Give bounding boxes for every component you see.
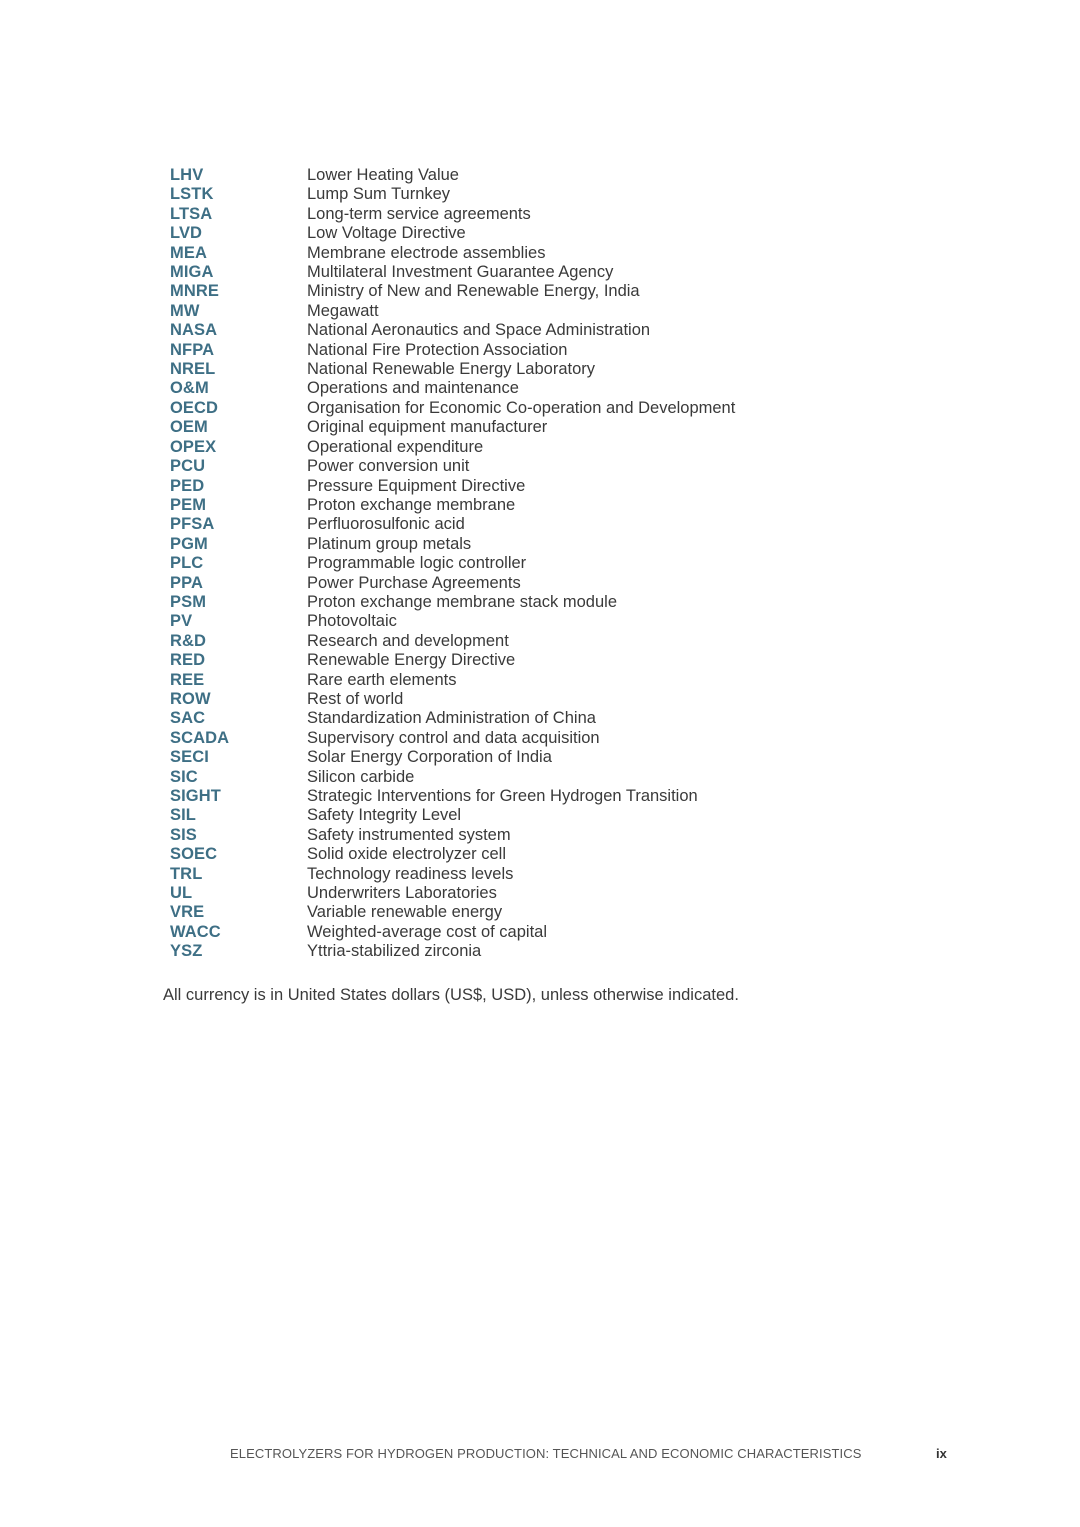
abbreviation-term: ROW	[170, 689, 211, 708]
abbreviation-term: PPA	[170, 573, 204, 592]
abbreviation-row	[170, 205, 870, 224]
abbreviation-definition: Strategic Interventions for Green Hydrogen Transition	[307, 787, 698, 805]
abbreviation-definition: Programmable logic controller	[307, 554, 527, 573]
abbreviation-definition: Lump Sum Turnkey	[307, 185, 451, 204]
abbreviation-term: O&M	[170, 379, 209, 398]
abbreviation-definition: Yttria-stabilized zirconia	[307, 942, 482, 961]
abbreviation-term: RED	[170, 651, 206, 670]
abbreviation-definition: Low Voltage Directive	[307, 224, 466, 243]
abbreviation-definition: Supervisory control and data acquisition	[307, 728, 600, 747]
abbreviation-definition: National Renewable Energy Laboratory	[307, 360, 596, 379]
abbreviation-row	[170, 574, 870, 593]
abbreviation-row	[170, 826, 870, 845]
abbreviation-definition: Rare earth elements	[307, 670, 457, 689]
abbreviation-row	[170, 166, 870, 185]
abbreviation-row	[170, 515, 870, 534]
abbreviation-row	[170, 632, 870, 651]
abbreviation-definition: Megawatt	[307, 301, 379, 320]
abbreviation-definition: National Fire Protection Association	[307, 340, 568, 359]
abbreviation-term: MNRE	[170, 282, 219, 301]
abbreviation-definition: Operations and maintenance	[307, 379, 519, 398]
abbreviation-term: NASA	[170, 321, 218, 340]
abbreviation-term: VRE	[170, 903, 205, 922]
abbreviation-term: MW	[170, 301, 200, 320]
abbreviation-definition: Power conversion unit	[307, 457, 470, 476]
abbreviation-definition: Lower Heating Value	[307, 166, 459, 184]
abbreviation-definition: Photovoltaic	[307, 612, 397, 631]
abbreviation-row	[170, 418, 870, 437]
abbreviation-term: WACC	[170, 922, 221, 941]
abbreviation-row	[170, 651, 870, 670]
abbreviation-term: OEM	[170, 418, 208, 437]
abbreviation-term: NFPA	[170, 340, 215, 359]
abbreviation-row	[170, 787, 870, 806]
abbreviation-term: OECD	[170, 398, 219, 417]
abbreviation-row	[170, 671, 870, 690]
abbreviation-definition: Power Purchase Agreements	[307, 573, 521, 592]
abbreviation-definition: Underwriters Laboratories	[307, 884, 497, 903]
abbreviation-term: SIC	[170, 767, 198, 786]
abbreviation-term: SIL	[170, 806, 196, 825]
abbreviation-row	[170, 903, 870, 922]
abbreviation-row	[170, 554, 870, 573]
abbreviation-definition: Pressure Equipment Directive	[307, 476, 526, 495]
abbreviation-row	[170, 612, 870, 631]
abbreviation-row	[170, 729, 870, 748]
abbreviation-definition: Perfluorosulfonic acid	[307, 515, 465, 534]
abbreviation-definition: Organisation for Economic Co-operation and Development	[307, 398, 736, 417]
abbreviation-term: REE	[170, 670, 205, 689]
abbreviation-row	[170, 923, 870, 942]
abbreviation-definition: Rest of world	[307, 689, 404, 708]
abbreviation-definition: Platinum group metals	[307, 534, 472, 553]
abbreviation-row	[170, 884, 870, 903]
abbreviation-row	[170, 224, 870, 243]
abbreviation-definition: Research and development	[307, 631, 509, 650]
page-number: ix	[936, 1446, 947, 1461]
abbreviation-row	[170, 399, 870, 418]
abbreviation-term: SIGHT	[170, 787, 221, 805]
abbreviation-definition: Long-term service agreements	[307, 204, 531, 223]
abbreviation-row	[170, 845, 870, 864]
abbreviation-row	[170, 282, 870, 301]
abbreviation-row	[170, 593, 870, 612]
abbreviation-term: PGM	[170, 534, 208, 553]
abbreviation-definition: Variable renewable energy	[307, 903, 503, 922]
abbreviation-definition: Solar Energy Corporation of India	[307, 748, 552, 767]
abbreviation-term: PSM	[170, 592, 207, 611]
abbreviation-definition: Renewable Energy Directive	[307, 651, 516, 670]
abbreviation-row	[170, 477, 870, 496]
currency-note: All currency is in United States dollars (US$, USD), unless otherwise indicated.	[163, 986, 739, 1004]
abbreviation-row	[170, 321, 870, 340]
abbreviation-row	[170, 496, 870, 515]
abbreviation-row	[170, 768, 870, 787]
abbreviation-row	[170, 690, 870, 709]
abbreviation-definition: Weighted-average cost of capital	[307, 922, 547, 941]
abbreviation-row	[170, 341, 870, 360]
abbreviation-term: MIGA	[170, 263, 214, 282]
abbreviation-definition: Silicon carbide	[307, 767, 415, 786]
abbreviation-term: OPEX	[170, 437, 217, 456]
abbreviation-term: PV	[170, 612, 193, 631]
abbreviation-term: TRL	[170, 864, 203, 883]
abbreviation-row	[170, 806, 870, 825]
abbreviation-row	[170, 185, 870, 204]
abbreviation-row	[170, 263, 870, 282]
abbreviation-definition: Safety instrumented system	[307, 825, 511, 844]
abbreviation-row	[170, 709, 870, 728]
abbreviation-term: YSZ	[170, 942, 203, 961]
abbreviation-term: PFSA	[170, 515, 215, 534]
abbreviation-definition: National Aeronautics and Space Administration	[307, 321, 651, 340]
abbreviation-row	[170, 748, 870, 767]
abbreviation-term: SCADA	[170, 728, 230, 747]
abbreviation-term: UL	[170, 884, 193, 903]
abbreviation-term: PED	[170, 476, 205, 495]
abbreviation-definition: Proton exchange membrane stack module	[307, 592, 618, 611]
abbreviation-definition: Proton exchange membrane	[307, 495, 516, 514]
footer-document-title: ELECTROLYZERS FOR HYDROGEN PRODUCTION: TECHNICAL AND ECONOMIC CHARACTERISTICS	[230, 1446, 862, 1461]
abbreviation-definition: Standardization Administration of China	[307, 709, 596, 728]
abbreviation-row	[170, 457, 870, 476]
abbreviation-term: LSTK	[170, 185, 214, 204]
abbreviation-term: PEM	[170, 495, 207, 514]
abbreviation-term: SAC	[170, 709, 206, 728]
abbreviation-term: LVD	[170, 224, 203, 243]
abbreviation-row	[170, 942, 870, 961]
abbreviation-term: PLC	[170, 554, 204, 573]
abbreviation-row	[170, 302, 870, 321]
abbreviation-row	[170, 360, 870, 379]
abbreviation-definition: Safety Integrity Level	[307, 806, 462, 825]
abbreviation-term: LTSA	[170, 204, 213, 223]
abbreviation-term: PCU	[170, 457, 206, 476]
abbreviation-row	[170, 244, 870, 263]
abbreviation-definition: Technology readiness levels	[307, 864, 514, 883]
abbreviation-row	[170, 865, 870, 884]
abbreviation-term: LHV	[170, 166, 204, 184]
abbreviation-definition: Solid oxide electrolyzer cell	[307, 845, 507, 864]
abbreviation-row	[170, 438, 870, 457]
abbreviation-term: MEA	[170, 243, 207, 262]
abbreviation-row	[170, 379, 870, 398]
abbreviation-term: SOEC	[170, 845, 218, 864]
abbreviation-definition: Original equipment manufacturer	[307, 418, 548, 437]
abbreviation-definition: Ministry of New and Renewable Energy, India	[307, 282, 640, 301]
abbreviation-definition: Operational expenditure	[307, 437, 484, 456]
abbreviation-row	[170, 535, 870, 554]
abbreviation-list	[170, 166, 870, 962]
abbreviation-definition: Membrane electrode assemblies	[307, 243, 546, 262]
abbreviation-definition: Multilateral Investment Guarantee Agency	[307, 263, 614, 282]
abbreviation-term: SECI	[170, 748, 209, 767]
abbreviation-term: SIS	[170, 825, 197, 844]
abbreviation-term: R&D	[170, 631, 207, 650]
abbreviation-term: NREL	[170, 360, 216, 379]
